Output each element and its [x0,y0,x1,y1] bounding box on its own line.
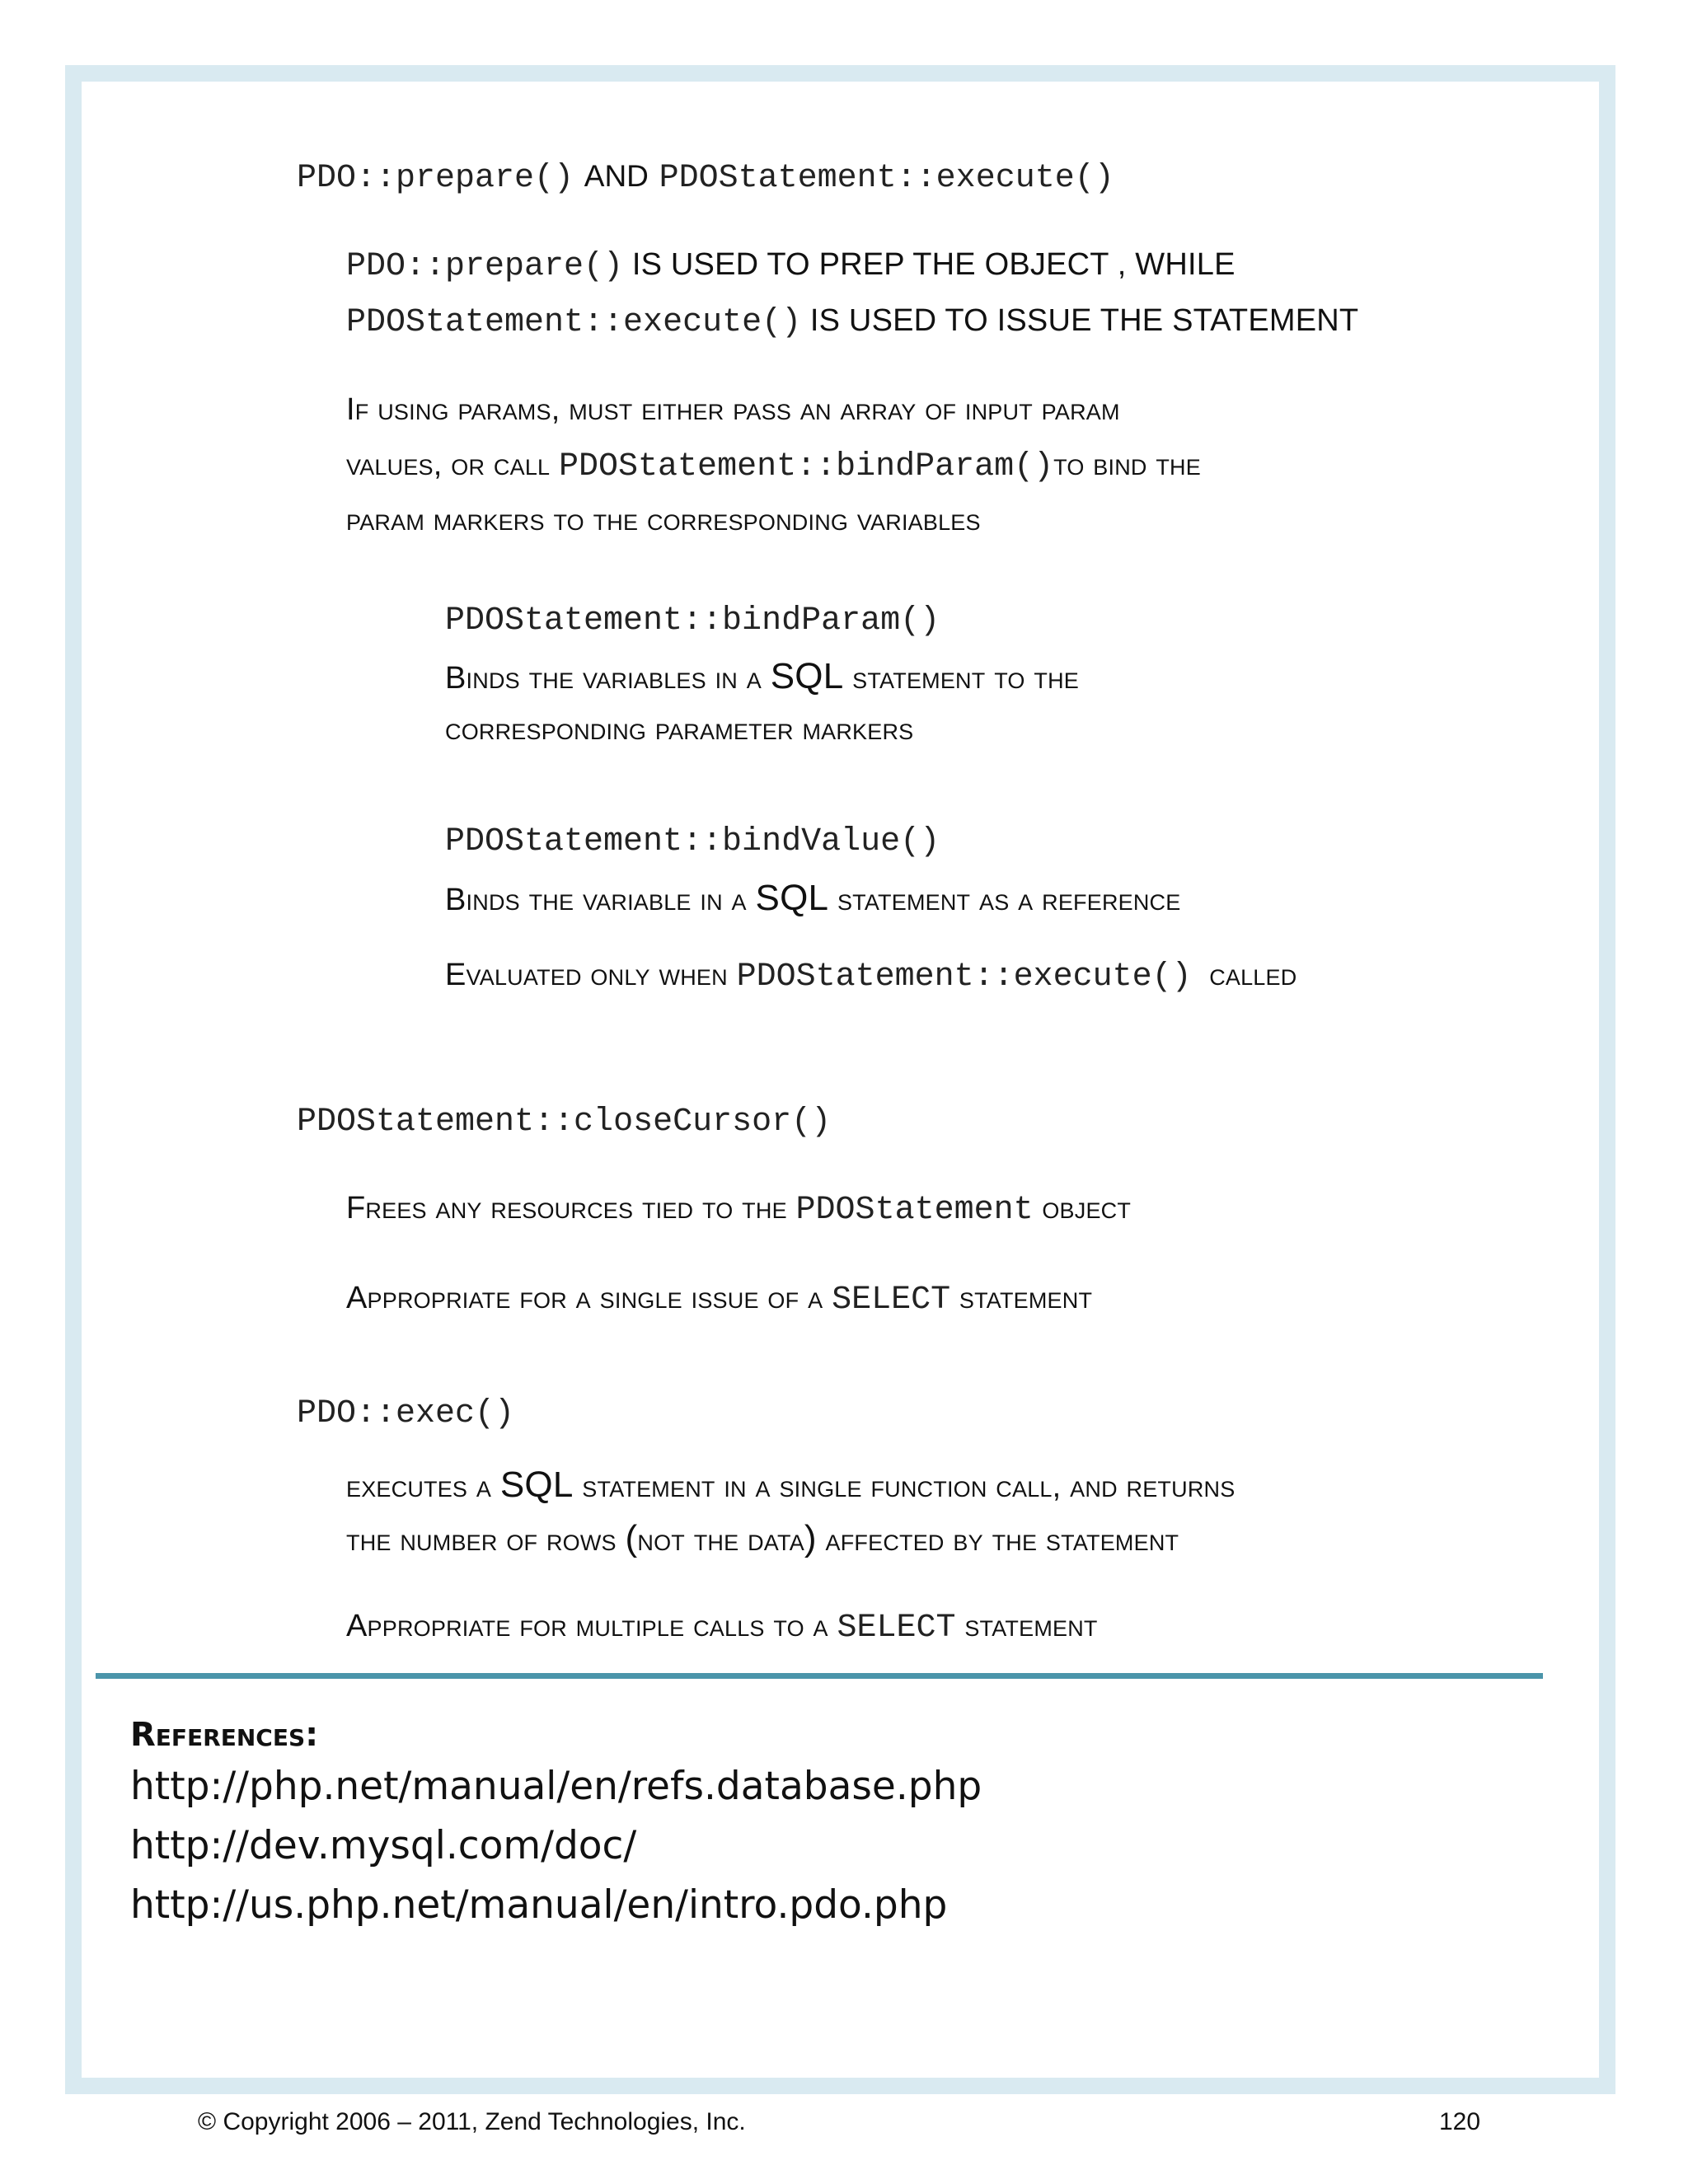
exec-line-3 [346,1610,1098,1645]
code-execute-inline: PDOStatement::execute() [346,304,802,341]
heading-and-text: AND [584,159,649,193]
params-line-2 [346,449,1201,484]
paren-open: ( [625,1518,638,1558]
code-bindvalue: PDOStatement::bindValue() [445,823,940,860]
code-bindparam: PDOStatement::bindParam() [445,602,940,640]
execute-description-text: IS USED TO ISSUE THE STATEMENT [809,303,1359,338]
params-text-2b: to bind the [1053,448,1201,482]
code-bindparam-inline: PDOStatement::bindParam() [559,448,1054,485]
params-line-3 [346,504,981,536]
references-title: References: [130,1716,319,1754]
bindparam-line-2 [445,714,913,745]
exec-text-3a: Appropriate for multiple calls to a [346,1609,828,1643]
closecursor-line-1 [346,1193,1131,1227]
exec-text-1b: statement in a single function call, and returns [582,1469,1236,1504]
footer-page-number: 120 [1439,2108,1481,2135]
sql-word: SQL [770,656,844,696]
params-text-2a: values, or call [346,448,551,482]
bindvalue-heading [445,824,940,859]
bindvalue-text-1a: Binds the variable in a [445,883,747,917]
params-text-1: If using params, must either pass an array of input param [346,392,1120,427]
code-pdo-prepare: PDO::prepare() [297,160,574,197]
reference-link[interactable]: http://dev.mysql.com/doc/ [130,1823,637,1868]
params-text-3: param markers to the corresponding variables [346,503,981,537]
bindparam-heading [445,603,940,638]
params-line-1 [346,394,1120,425]
evaluated-text-b: called [1209,958,1297,992]
code-pdostatement: PDOStatement [795,1192,1034,1229]
code-closecursor: PDOStatement::closeCursor() [297,1104,832,1141]
sql-word: SQL [755,878,829,918]
heading-prepare-execute [297,159,1114,195]
exec-text-2a: the number of rows [346,1523,617,1558]
prepare-description-line [346,249,1236,284]
bindvalue-text-1b: statement as a reference [837,883,1181,917]
exec-text-2c: affected by the statement [825,1523,1179,1558]
evaluated-text-a: Evaluated only when [445,958,728,992]
code-execute-evaluated: PDOStatement::execute() [736,958,1192,996]
sql-word: SQL [499,1465,574,1505]
reference-link[interactable]: http://php.net/manual/en/refs.database.php [130,1764,982,1809]
code-pdo-exec: PDO::exec() [297,1395,515,1432]
reference-link[interactable]: http://us.php.net/manual/en/intro.pdo.php [130,1882,948,1928]
closecursor-text-1b: object [1042,1191,1132,1226]
code-pdo-prepare-inline: PDO::prepare() [346,248,624,285]
closecursor-text-1a: Frees any resources tied to the [346,1191,787,1226]
code-select: SELECT [832,1282,951,1319]
execute-description-line [346,305,1358,340]
closecursor-line-2 [346,1282,1092,1317]
bindparam-text-1a: Binds the variables in a [445,661,762,696]
code-select: SELECT [837,1610,956,1647]
heading-exec [297,1394,514,1431]
paren-close: ) [804,1518,817,1558]
prepare-description-text: IS USED TO PREP THE OBJECT , WHILE [631,247,1236,282]
exec-text-2b: not the data [637,1523,804,1558]
evaluated-line [445,959,1296,994]
exec-line-1 [346,1467,1235,1503]
bindparam-text-2: corresponding parameter markers [445,712,914,747]
heading-closecursor [297,1103,831,1139]
section-divider [96,1673,1543,1679]
exec-line-2 [346,1518,1179,1558]
footer-copyright: © Copyright 2006 – 2011, Zend Technologies, Inc. [198,2108,746,2135]
closecursor-text-2b: statement [959,1281,1093,1315]
exec-text-1a: executes a [346,1469,492,1504]
bindvalue-line-1 [445,880,1180,916]
code-pdostatement-execute: PDOStatement::execute() [659,160,1114,197]
bindparam-text-1b: statement to the [852,661,1079,696]
closecursor-text-2a: Appropriate for a single issue of a [346,1281,823,1315]
bindparam-line-1 [445,658,1079,695]
exec-text-3b: statement [964,1609,1098,1643]
